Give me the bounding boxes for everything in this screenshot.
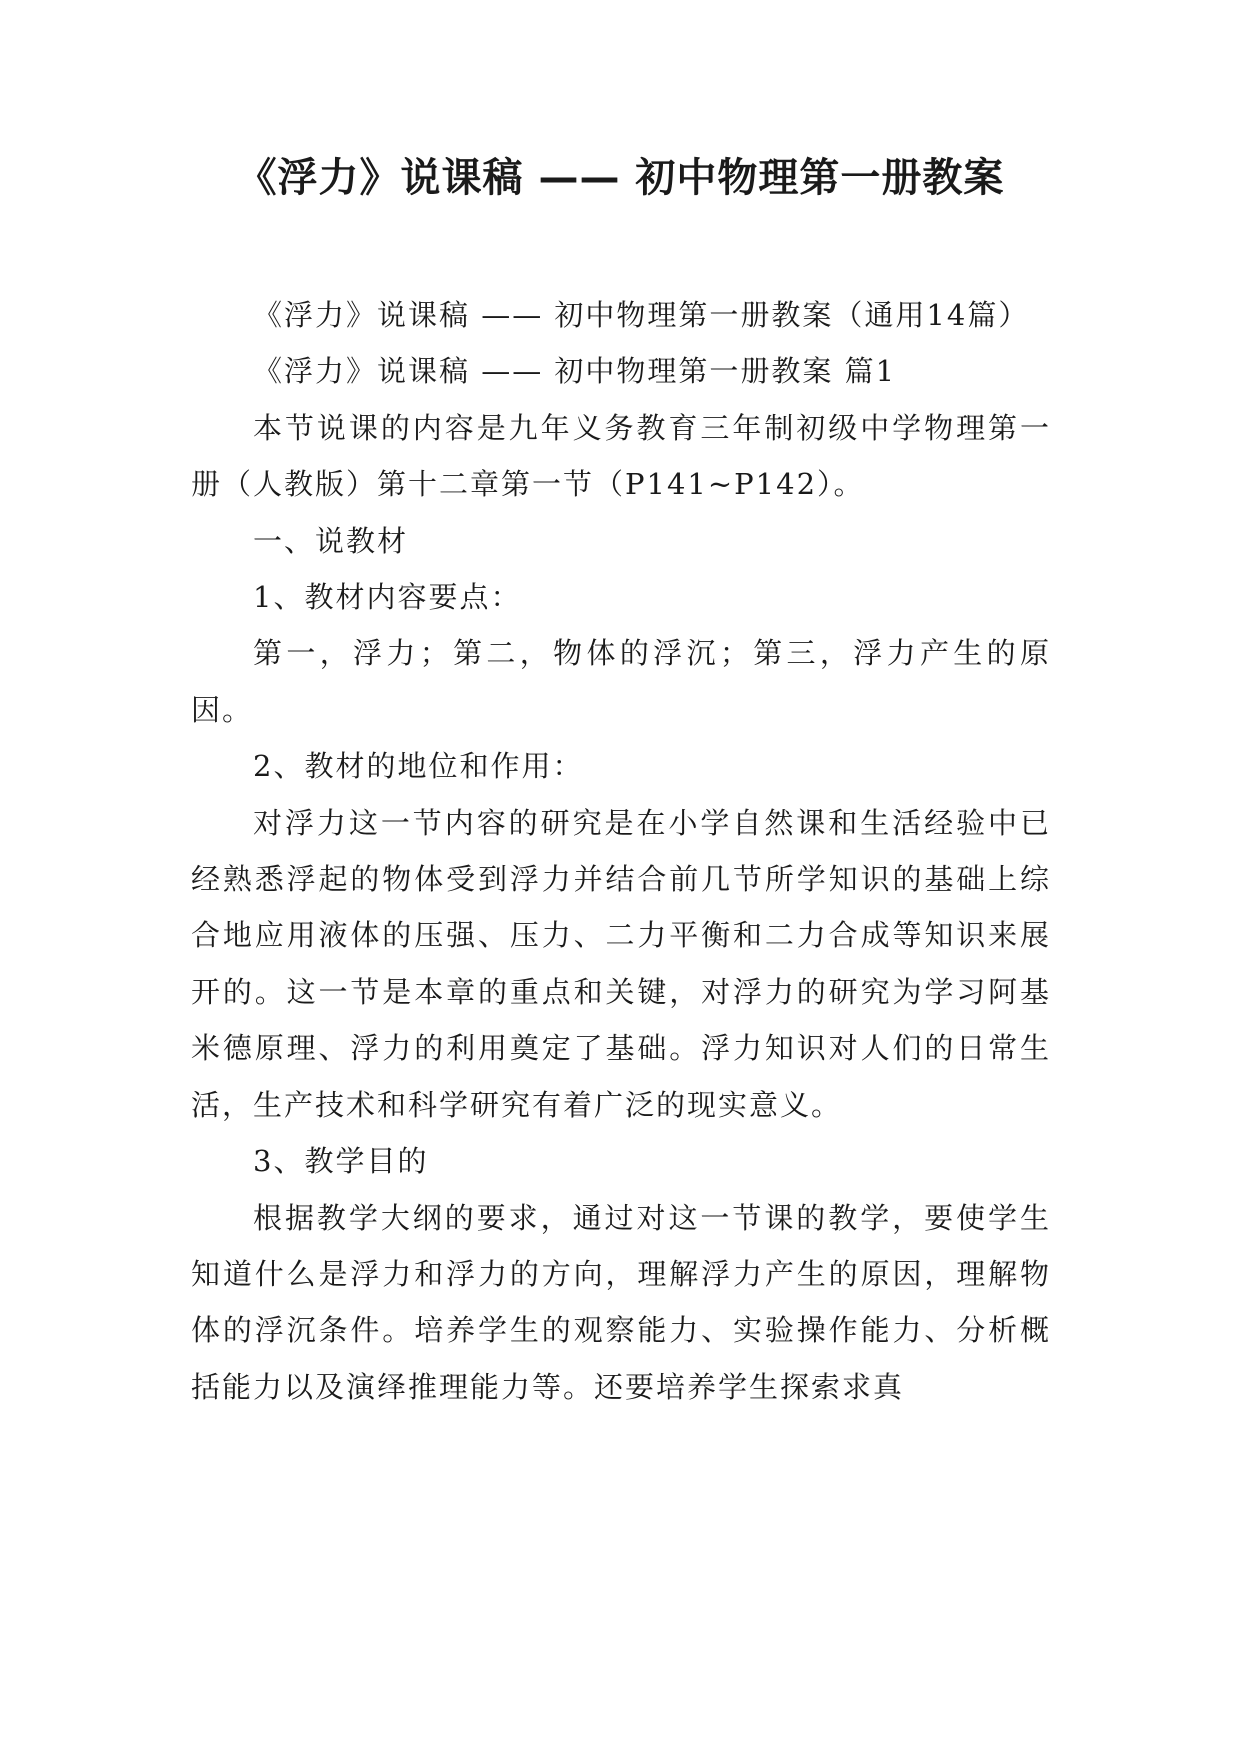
heading-content-points: 1、教材内容要点：	[253, 580, 522, 615]
heading-textbook: 一、说教材	[253, 523, 409, 558]
paragraph-teaching-goals: 根据教学大纲的要求，通过对这一节课的教学，要使学生知道什么是浮力和浮力的方向，理解浮力产生的原因，理解物体的浮沉条件。培养学生的观察能力、实验操作能力、分析概括能力以及演绎推理能力等。还要培养学生探索求真	[191, 1200, 1051, 1404]
paragraph-position-role: 对浮力这一节内容的研究是在小学自然课和生活经验中已经熟悉浮起的物体受到浮力并结合前几节所学知识的基础上综合地应用液体的压强、压力、二力平衡和二力合成等知识来展开的。这一节是本章的重点和关键，对浮力的研究为学习阿基米德原理、浮力的利用奠定了基础。浮力知识对人们的日常生活，生产技术和科学研究有着广泛的现实意义。	[191, 805, 1051, 1122]
paragraph-intro: 本节说课的内容是九年义务教育三年制初级中学物理第一册（人教版）第十二章第一节（P141~P142）。	[191, 410, 1051, 502]
paragraph-content-points: 第一，浮力；第二，物体的浮沉；第三，浮力产生的原因。	[191, 636, 1051, 727]
document-title: 《浮力》说课稿 —— 初中物理第一册教案	[236, 155, 1005, 201]
heading-position-role: 2、教材的地位和作用：	[253, 749, 584, 784]
paragraph-section-heading: 《浮力》说课稿 —— 初中物理第一册教案 篇1	[253, 354, 897, 389]
paragraph-subtitle: 《浮力》说课稿 —— 初中物理第一册教案（通用14篇）	[253, 298, 1030, 332]
document-body	[191, 287, 1051, 1415]
heading-teaching-goals: 3、教学目的	[253, 1144, 429, 1179]
